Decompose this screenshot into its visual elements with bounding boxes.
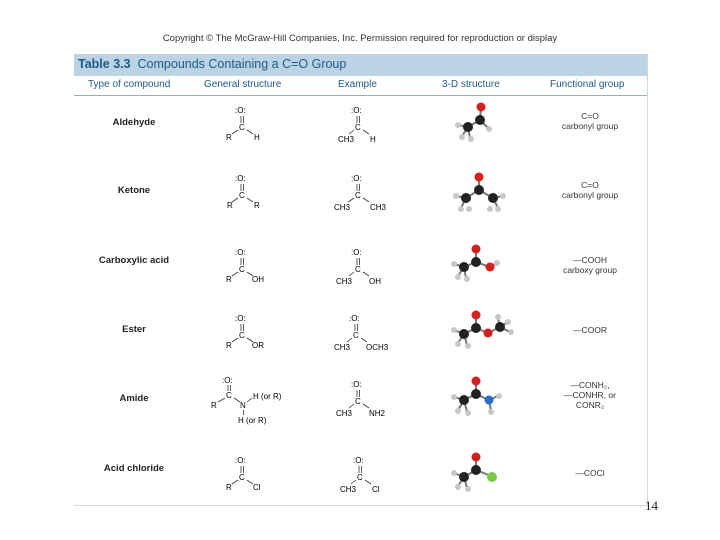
single-bond xyxy=(349,404,354,408)
table-label: Table 3.3 xyxy=(78,57,131,71)
carbon-atom xyxy=(474,185,484,195)
methyl-label: CH3 xyxy=(334,343,351,352)
single-bond xyxy=(348,198,354,202)
oxygen-label: :O: xyxy=(235,174,246,183)
carbon-label: C xyxy=(239,473,245,482)
example-acetone xyxy=(332,172,396,214)
single-bond xyxy=(349,130,354,134)
oxygen-label: :O: xyxy=(235,106,246,115)
hydrogen-atom xyxy=(488,409,494,415)
type-label: Carboxylic acid xyxy=(98,255,170,266)
hydroxyl-label: OH xyxy=(252,275,264,284)
3d-model-amide xyxy=(446,374,516,424)
functional-group-label xyxy=(550,255,630,275)
hydrogen-atom xyxy=(466,206,472,212)
oxygen-atom xyxy=(472,311,481,320)
chlorine-atom xyxy=(487,472,497,482)
single-bond xyxy=(218,398,225,402)
methyl-label: CH3 xyxy=(334,203,351,212)
hydrogen-atom xyxy=(495,206,501,212)
oxygen-label: :O: xyxy=(351,248,362,257)
functional-line-2: carbonyl group xyxy=(561,190,619,200)
single-bond xyxy=(349,272,354,276)
type-label: Ester xyxy=(122,324,146,335)
carbon-atom xyxy=(488,193,498,203)
example-acetyl-chloride xyxy=(338,454,394,496)
table-row-amide xyxy=(74,372,647,442)
carbon-atom xyxy=(459,472,469,482)
single-bond xyxy=(361,338,367,342)
carbon-atom xyxy=(475,115,485,125)
single-bond xyxy=(232,338,238,342)
hydrogen-atom xyxy=(464,276,470,282)
example-acetaldehyde xyxy=(336,104,390,146)
oxygen-label: :O: xyxy=(222,376,233,385)
header-example: Example xyxy=(338,79,377,90)
hydrogen-atom xyxy=(487,206,493,212)
oxygen-atom xyxy=(475,173,484,182)
hydrogen-atom xyxy=(459,134,465,140)
hydrogen-atom xyxy=(455,408,461,414)
functional-group-label xyxy=(550,380,630,410)
single-bond xyxy=(247,198,253,202)
oxygen-label: :O: xyxy=(351,174,362,183)
example-methyl-acetate xyxy=(332,312,398,354)
r-group-label: R xyxy=(211,401,217,410)
methyl-label: CH3 xyxy=(336,409,353,418)
r-group-label: R xyxy=(227,201,233,210)
single-bond xyxy=(363,130,369,134)
general-structure-aldehyde xyxy=(224,104,274,146)
functional-line-2: —CONHR, or xyxy=(564,390,616,400)
hydrogen-atom xyxy=(500,193,506,199)
carbon-atom xyxy=(471,465,481,475)
3d-model-ester xyxy=(446,308,526,354)
table-header-row xyxy=(74,76,647,96)
general-structure-acid-chloride xyxy=(224,454,274,496)
copyright-notice: Copyright © The McGraw-Hill Companies, Inc. Permission required for reproduction or display xyxy=(162,33,558,44)
functional-line-1: —COCl xyxy=(575,468,605,478)
general-structure-carboxylic-acid xyxy=(224,246,274,288)
r-group-label: R xyxy=(226,341,232,350)
carbon-label: C xyxy=(239,191,245,200)
header-functional-group: Functional group xyxy=(550,79,625,90)
page-number: 14 xyxy=(645,498,658,513)
3d-model-aldehyde xyxy=(446,100,506,146)
functional-line-2: carboxy group xyxy=(563,265,617,275)
methyl-label: CH3 xyxy=(340,485,357,494)
3d-model-acid-chloride xyxy=(446,450,516,496)
table-row-acid-chloride xyxy=(74,446,647,516)
header-type-of-compound: Type of compound xyxy=(88,79,171,90)
hydrogen-atom xyxy=(508,329,514,335)
carbon-atom xyxy=(461,193,471,203)
oxygen-label: :O: xyxy=(349,314,360,323)
general-structure-ketone xyxy=(224,172,274,214)
table-row-ketone xyxy=(74,168,647,238)
amino-label: NH2 xyxy=(369,409,386,418)
functional-line-1: —CONH₂, xyxy=(570,380,610,390)
hydrogen-atom xyxy=(455,274,461,280)
functional-group-label xyxy=(550,111,630,131)
oxygen-label: :O: xyxy=(235,248,246,257)
hydrogen-atom xyxy=(451,394,457,400)
carbon-label: C xyxy=(353,331,359,340)
functional-line-1: C=O xyxy=(581,111,599,121)
hydrogen-atom xyxy=(455,341,461,347)
functional-line-3: CONR₂ xyxy=(575,400,605,410)
r-group-label: R xyxy=(226,133,232,142)
methyl-label: CH3 xyxy=(336,277,353,286)
methyl-label: CH3 xyxy=(370,203,387,212)
carbon-atom xyxy=(471,389,481,399)
functional-line-2: carbonyl group xyxy=(561,121,619,131)
oxygen-atom xyxy=(472,245,481,254)
n-substituent-label: H (or R) xyxy=(253,392,282,401)
hydrogen-atom xyxy=(486,126,492,132)
carbon-label: C xyxy=(355,397,361,406)
carbon-atom xyxy=(471,323,481,333)
functional-group-label xyxy=(550,180,630,200)
single-bond xyxy=(351,480,356,484)
oxygen-atom xyxy=(484,329,493,338)
carbon-label: C xyxy=(239,265,245,274)
table-title-text: Compounds Containing a C=O Group xyxy=(137,57,347,71)
3d-model-carboxylic-acid xyxy=(446,242,516,288)
3d-model-ketone xyxy=(446,170,516,216)
carbon-atom xyxy=(495,322,505,332)
header-general-structure: General structure xyxy=(204,79,282,90)
single-bond xyxy=(363,404,369,408)
example-acetamide xyxy=(334,378,400,420)
hydrogen-label: H xyxy=(370,135,376,144)
single-bond xyxy=(365,480,371,484)
table-row-aldehyde xyxy=(74,98,647,168)
carbon-label: C xyxy=(226,391,232,400)
single-bond xyxy=(363,272,369,276)
hydrogen-atom xyxy=(495,314,501,320)
hydrogen-atom xyxy=(455,122,461,128)
single-bond xyxy=(232,480,238,484)
oxygen-atom xyxy=(472,453,481,462)
r-group-label: R xyxy=(254,201,260,210)
oxygen-atom xyxy=(477,103,486,112)
hydrogen-atom xyxy=(451,261,457,267)
hydrogen-label: H xyxy=(254,133,260,142)
hydroxyl-label: OH xyxy=(369,277,381,286)
general-structure-amide xyxy=(208,374,292,426)
general-structure-ester xyxy=(224,312,274,354)
hydrogen-atom xyxy=(465,410,471,416)
table-row-ester xyxy=(74,306,647,376)
carbon-atom xyxy=(459,262,469,272)
type-label: Aldehyde xyxy=(112,117,156,128)
table-title xyxy=(78,57,346,71)
single-bond xyxy=(232,198,238,202)
functional-line-1: —COOH xyxy=(573,255,607,265)
oxygen-label: :O: xyxy=(235,456,246,465)
functional-group-label xyxy=(550,325,630,335)
example-acetic-acid xyxy=(334,246,394,288)
single-bond xyxy=(247,130,253,134)
functional-line-1: C=O xyxy=(581,180,599,190)
oxygen-label: :O: xyxy=(235,314,246,323)
header-3d-structure: 3-D structure xyxy=(442,79,500,90)
hydrogen-atom xyxy=(458,206,464,212)
nitrogen-atom xyxy=(485,396,494,405)
hydrogen-atom xyxy=(494,260,500,266)
carbon-label: C xyxy=(239,331,245,340)
oxygen-label: :O: xyxy=(351,380,362,389)
single-bond xyxy=(232,130,238,134)
methyl-label: CH3 xyxy=(338,135,355,144)
nitrogen-label: N xyxy=(240,401,246,410)
hydrogen-atom xyxy=(451,327,457,333)
r-group-label: R xyxy=(226,275,232,284)
chlorine-label: Cl xyxy=(253,483,261,492)
carbon-label: C xyxy=(239,123,245,132)
chlorine-label: Cl xyxy=(372,485,380,494)
carbon-label: C xyxy=(355,191,361,200)
table-title-bar xyxy=(74,54,647,76)
carbon-label: C xyxy=(357,473,363,482)
oxygen-atom xyxy=(472,377,481,386)
hydrogen-atom xyxy=(496,393,502,399)
n-substituent-label: H (or R) xyxy=(238,416,267,425)
alkoxy-label: OR xyxy=(252,341,264,350)
carbon-label: C xyxy=(355,123,361,132)
carbon-atom xyxy=(463,122,473,132)
carbon-label: C xyxy=(355,265,361,274)
carbon-atom xyxy=(459,395,469,405)
hydrogen-atom xyxy=(468,136,474,142)
carbon-atom xyxy=(471,257,481,267)
type-label: Acid chloride xyxy=(103,463,165,474)
single-bond xyxy=(363,198,369,202)
hydrogen-atom xyxy=(453,193,459,199)
oxygen-atom xyxy=(486,263,495,272)
oxygen-label: :O: xyxy=(351,106,362,115)
hydrogen-atom xyxy=(451,470,457,476)
hydrogen-atom xyxy=(505,319,511,325)
hydrogen-atom xyxy=(465,486,471,492)
r-group-label: R xyxy=(226,483,232,492)
single-bond xyxy=(347,338,352,342)
single-bond xyxy=(232,272,238,276)
functional-group-label xyxy=(550,468,630,478)
oxygen-label: :O: xyxy=(353,456,364,465)
single-bond xyxy=(247,398,252,402)
carbon-atom xyxy=(459,329,469,339)
functional-line-1: —COOR xyxy=(573,325,607,335)
methoxy-label: OCH3 xyxy=(366,343,389,352)
hydrogen-atom xyxy=(455,484,461,490)
hydrogen-atom xyxy=(465,343,471,349)
type-label: Ketone xyxy=(117,185,151,196)
table-row-carboxylic-acid xyxy=(74,240,647,310)
type-label: Amide xyxy=(119,393,149,404)
